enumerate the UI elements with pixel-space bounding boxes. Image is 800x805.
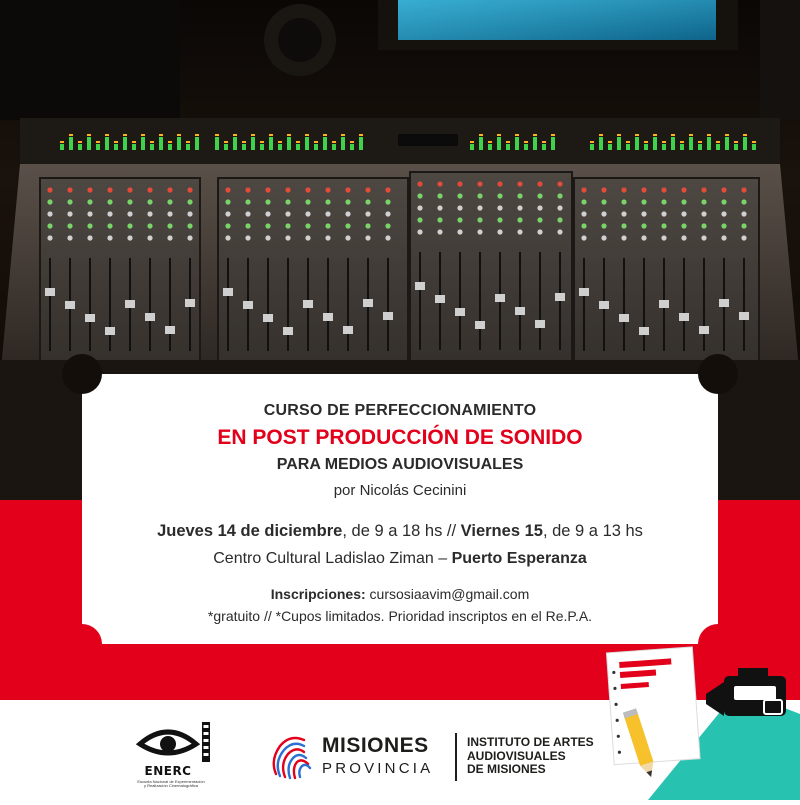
fingerprint-icon — [266, 730, 318, 782]
registration-label: Inscripciones: — [270, 586, 366, 602]
enerc-wordmark: ENERC — [144, 764, 192, 778]
schedule-day1: Jueves 14 de diciembre — [157, 522, 343, 540]
course-venue — [82, 550, 718, 568]
venue-name: Centro Cultural Ladislao Ziman – — [213, 550, 452, 567]
card-notch — [698, 354, 738, 394]
registration-info — [82, 586, 718, 602]
info-card — [82, 374, 718, 644]
instituto-line3: DE MISIONES — [467, 762, 546, 776]
film-illustration — [588, 642, 800, 800]
enerc-subtitle: Escuela Nacional de Experimentación y Realización Cinematográfica — [137, 779, 205, 788]
course-notes: *gratuito // *Cupos limitados. Prioridad inscriptos en el Re.P.A. — [207, 608, 593, 624]
instituto-line1: INSTITUTO DE ARTES — [467, 735, 594, 749]
card-notch — [62, 354, 102, 394]
camera-icon — [706, 668, 786, 716]
course-title-highlight: EN POST PRODUCCIÓN DE SONIDO — [217, 426, 583, 449]
card-notch — [62, 624, 102, 664]
enerc-eye-icon — [136, 718, 214, 764]
logo-divider — [455, 733, 457, 781]
instituto-line2: AUDIOVISUALES — [467, 748, 566, 763]
misiones-title: MISIONES — [322, 734, 429, 757]
enerc-logo — [136, 718, 214, 792]
schedule-day2-hours: , de 9 a 13 hs — [542, 522, 643, 540]
schedule-day1-hours: , de 9 a 18 hs // — [342, 522, 461, 540]
registration-email[interactable]: cursosiaavim@gmail.com — [365, 586, 530, 602]
course-schedule — [82, 522, 718, 541]
course-title-line3: PARA MEDIOS AUDIOVISUALES — [276, 456, 524, 473]
misiones-logo — [266, 728, 446, 788]
instituto-logo — [467, 736, 594, 777]
schedule-day2: Viernes 15 — [460, 522, 543, 540]
misiones-subtitle: PROVINCIA — [322, 760, 434, 777]
course-author: por Nicolás Cecinini — [333, 482, 467, 499]
venue-city: Puerto Esperanza — [451, 550, 587, 567]
script-page-icon — [606, 647, 700, 765]
course-title-line1: CURSO DE PERFECCIONAMIENTO — [263, 402, 537, 419]
